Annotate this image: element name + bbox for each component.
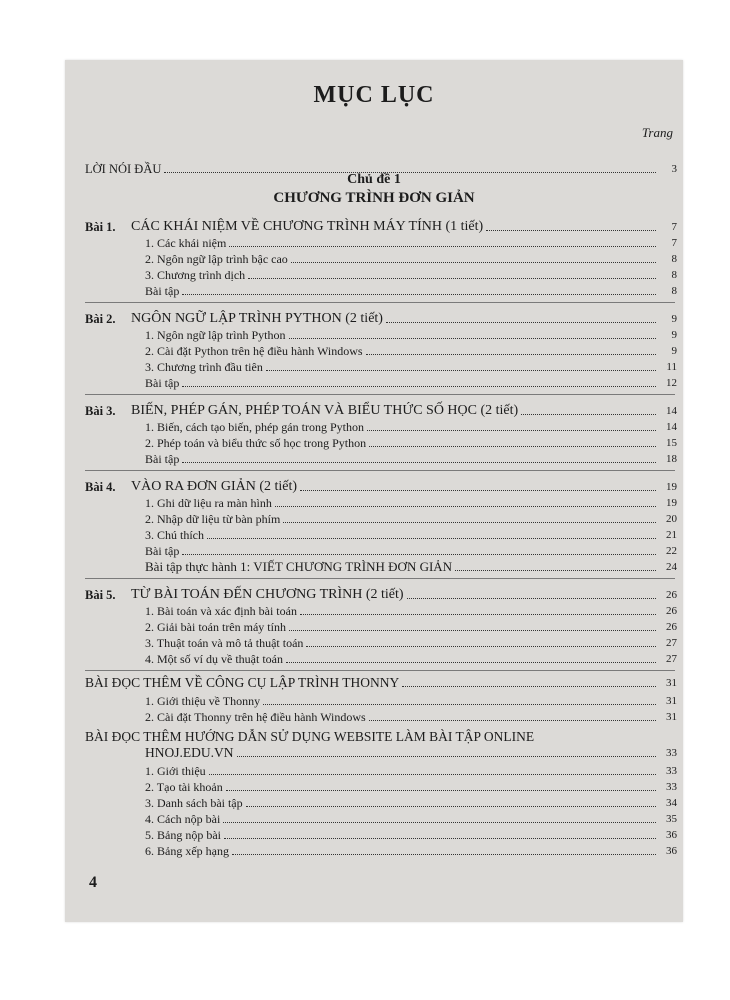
toc-subentry: 3. Chú thích 21 xyxy=(145,528,677,542)
toc-subentry: 2. Phép toán và biểu thức số học trong Python 15 xyxy=(145,436,677,450)
toc-subentry: Bài tập 22 xyxy=(145,544,677,558)
toc-subentry: 1. Giới thiệu 33 xyxy=(145,764,677,778)
toc-subentry: 6. Bảng xếp hạng 36 xyxy=(145,844,677,858)
page-column-header: Trang xyxy=(641,125,673,140)
toc-lesson-1: Bài 1. CÁC KHÁI NIỆM VỀ CHƯƠNG TRÌNH MÁY TÍNH (1 tiết) 7 xyxy=(85,219,677,234)
toc-subentry: 1. Các khái niệm 7 xyxy=(145,236,677,250)
toc-subentry: 1. Ghi dữ liệu ra màn hình 19 xyxy=(145,496,677,510)
topic-title: Chủ đề 1 xyxy=(347,172,401,187)
divider xyxy=(85,470,675,471)
toc-subentry: 2. Cài đặt Python trên hệ điều hành Windows 9 xyxy=(145,344,677,358)
toc-reading-hnoj-cont: HNOJ.EDU.VN 33 xyxy=(145,745,677,760)
toc-subentry: 1. Bài toán và xác định bài toán 26 xyxy=(145,604,677,618)
toc-subentry: 3. Chương trình dịch 8 xyxy=(145,268,677,282)
toc-subentry: 1. Biến, cách tạo biến, phép gán trong Python 14 xyxy=(145,420,677,434)
page-number: 4 xyxy=(89,874,97,891)
divider xyxy=(85,578,675,579)
divider xyxy=(85,302,675,303)
toc-subentry: 4. Một số ví dụ về thuật toán 27 xyxy=(145,652,677,666)
toc-subentry: 2. Cài đặt Thonny trên hệ điều hành Windows 31 xyxy=(145,710,677,724)
toc-lesson-4: Bài 4. VÀO RA ĐƠN GIẢN (2 tiết) 19 xyxy=(85,479,677,494)
toc-subentry: Bài tập 18 xyxy=(145,452,677,466)
divider xyxy=(85,670,675,671)
toc-entry-loi-noi-dau: LỜI NÓI ĐẦU 3 xyxy=(85,162,677,176)
toc-lesson-5: Bài 5. TỪ BÀI TOÁN ĐẾN CHƯƠNG TRÌNH (2 tiết) 26 xyxy=(85,587,677,602)
toc-subentry: Bài tập 8 xyxy=(145,284,677,298)
toc-subentry-practice: Bài tập thực hành 1: VIẾT CHƯƠNG TRÌNH ĐƠN GIẢN 24 xyxy=(145,559,677,574)
book-page xyxy=(65,60,683,922)
toc-subentry: 1. Ngôn ngữ lập trình Python 9 xyxy=(145,328,677,342)
toc-subentry: 2. Tạo tài khoản 33 xyxy=(145,780,677,794)
toc-subentry: 1. Giới thiệu về Thonny 31 xyxy=(145,694,677,708)
toc-subentry: 3. Thuật toán và mô tả thuật toán 27 xyxy=(145,636,677,650)
toc-subentry: 3. Danh sách bài tập 34 xyxy=(145,796,677,810)
page-title: MỤC LỤC xyxy=(313,82,435,108)
topic-subtitle: CHƯƠNG TRÌNH ĐƠN GIẢN xyxy=(273,190,475,206)
toc-reading-hnoj: BÀI ĐỌC THÊM HƯỚNG DẪN SỬ DỤNG WEBSITE LÀM BÀI TẬP ONLINE xyxy=(85,729,535,744)
toc-reading-thonny: BÀI ĐỌC THÊM VỀ CÔNG CỤ LẬP TRÌNH THONNY 31 xyxy=(85,675,677,690)
toc-subentry: 4. Cách nộp bài 35 xyxy=(145,812,677,826)
toc-lesson-2: Bài 2. NGÔN NGỮ LẬP TRÌNH PYTHON (2 tiết) 9 xyxy=(85,311,677,326)
toc-subentry: 3. Chương trình đầu tiên 11 xyxy=(145,360,677,374)
toc-subentry: 2. Giải bài toán trên máy tính 26 xyxy=(145,620,677,634)
toc-subentry: Bài tập 12 xyxy=(145,376,677,390)
toc-subentry: 2. Nhập dữ liệu từ bàn phím 20 xyxy=(145,512,677,526)
divider xyxy=(85,394,675,395)
toc-subentry: 5. Bảng nộp bài 36 xyxy=(145,828,677,842)
toc-subentry: 2. Ngôn ngữ lập trình bậc cao 8 xyxy=(145,252,677,266)
toc-lesson-3: Bài 3. BIẾN, PHÉP GÁN, PHÉP TOÁN VÀ BIỂU THỨC SỐ HỌC (2 tiết) 14 xyxy=(85,403,677,418)
